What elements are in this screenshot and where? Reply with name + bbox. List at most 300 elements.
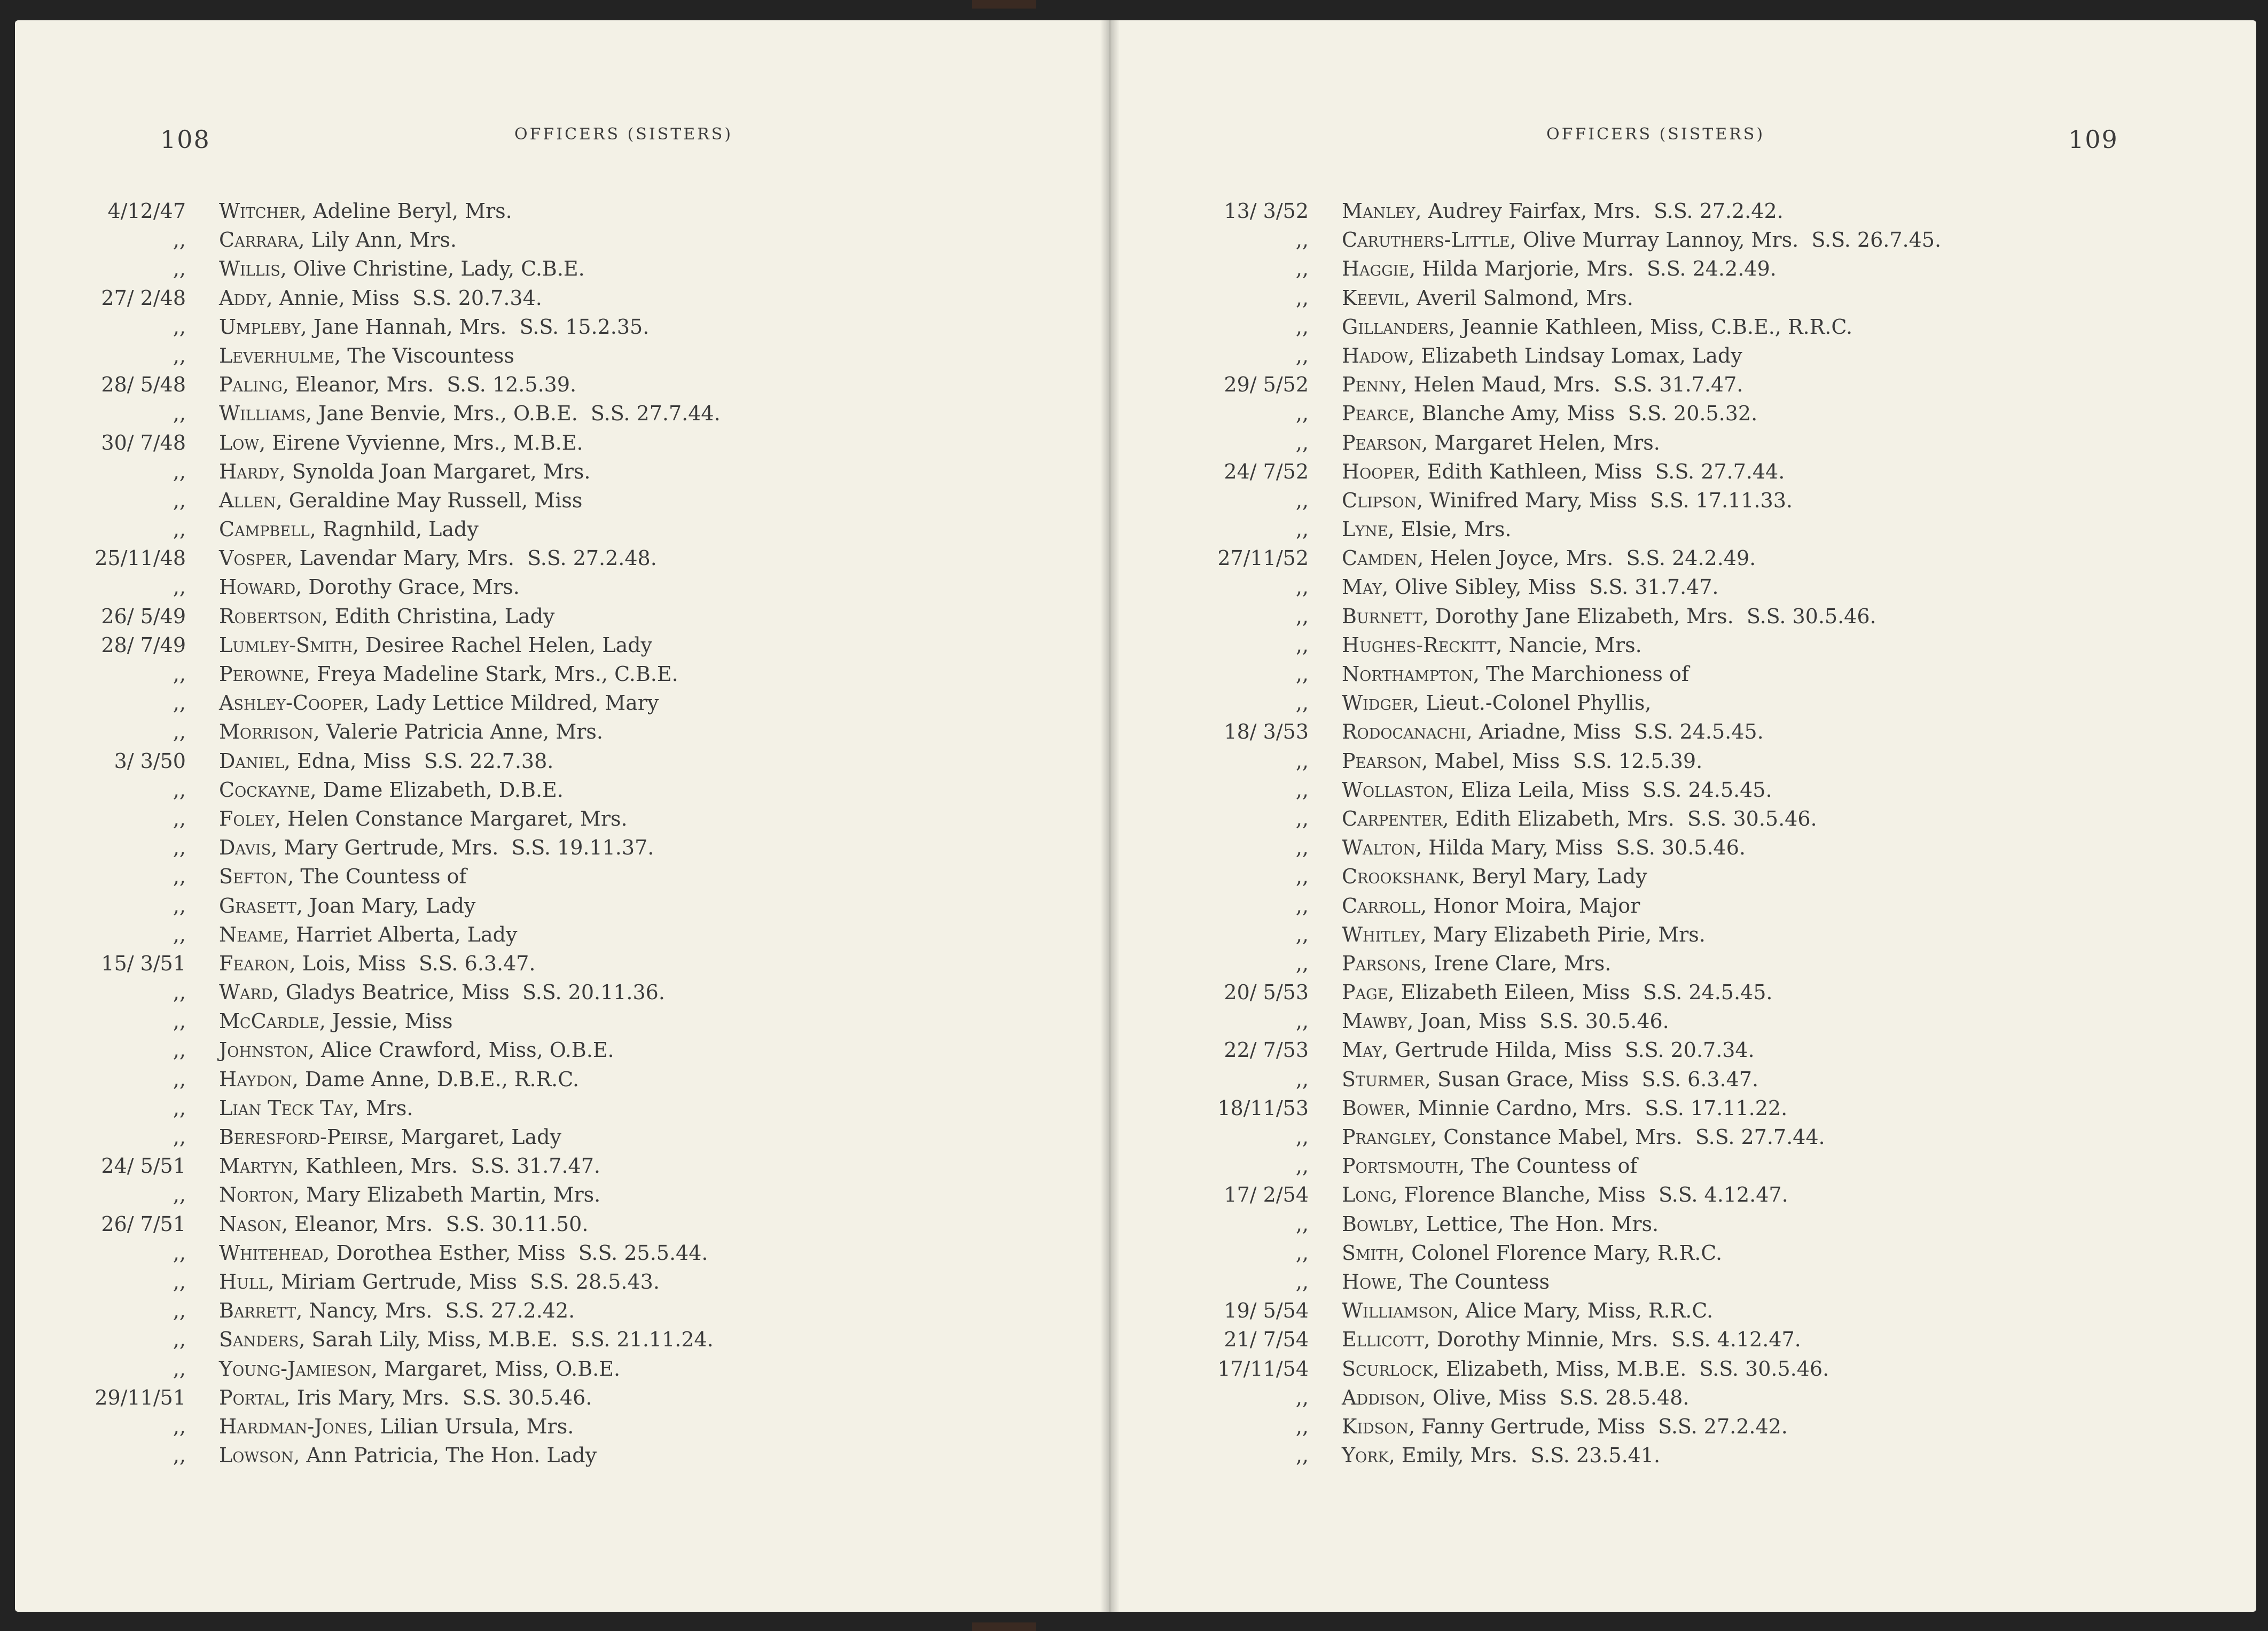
entry-date: ,, [173,691,186,715]
entry-details: Helen Constance Margaret, Mrs. [281,806,628,830]
entry-details: Averil Salmond, Mrs. [1410,286,1633,310]
entry-surname: Umpleby, [219,315,307,339]
entry-date: 18/ 3/53 [1224,720,1309,744]
entry-name [219,1210,588,1238]
entry-surname: Foley, [219,806,281,830]
entry-name [219,1238,708,1267]
book-gutter [1100,20,1120,1612]
entry-details: The Countess of [1465,1154,1638,1178]
entry-name [219,804,628,833]
entry-date: ,, [1295,257,1309,281]
entry-details: Ragnhild, Lady [316,517,479,542]
entry-name [219,1354,620,1383]
page-number: 108 [160,125,210,154]
entry-name [1342,254,1777,283]
entry-details: Margaret, Miss, O.B.E. [378,1356,621,1381]
entry-surname: Hughes-Reckitt, [1342,633,1503,657]
entry-details: Winifred Mary, Miss S.S. 17.11.33. [1423,488,1793,512]
entry-details: Constance Mabel, Mrs. S.S. 27.7.44. [1437,1125,1825,1149]
entry-date: 19/ 5/54 [1224,1299,1309,1323]
entry-surname: Wollaston, [1342,778,1454,802]
entry-details: Joan, Miss S.S. 30.5.46. [1413,1009,1669,1033]
entry-name [1342,804,1817,833]
entry-date: ,, [1295,633,1309,657]
entry-surname: Widger, [1342,691,1420,715]
entry-details: Olive Murray Lannoy, Mrs. S.S. 26.7.45. [1516,228,1942,252]
entry-details: Lady Lettice Mildred, Mary [369,691,659,715]
entry-date: 30/ 7/48 [101,430,186,454]
entry-date: ,, [173,1328,186,1352]
entry-date: ,, [1295,893,1309,918]
entry-surname: Kidson, [1342,1414,1415,1438]
entry-surname: Willis, [219,257,287,281]
entry-surname: Paling, [219,373,289,397]
entry-name [1342,747,1702,775]
entry-surname: Caruthers-Little, [1342,228,1516,252]
entry-date: ,, [173,402,186,426]
entry-date: ,, [1295,778,1309,802]
entry-details: Eirene Vyvienne, Mrs., M.B.E. [265,430,583,454]
entry-surname: Perowne, [219,662,310,686]
entry-name [219,891,475,920]
entry-name [1342,341,1742,370]
entry-details: Lilian Ursula, Mrs. [373,1414,574,1438]
entry-name [1342,1325,1801,1354]
entry-surname: Howe, [1342,1269,1403,1293]
entry-name [1342,544,1756,573]
entry-details: Miriam Gertrude, Miss S.S. 28.5.43. [274,1269,660,1293]
entry-name [219,1180,600,1209]
entry-surname: Crookshank, [1342,865,1466,889]
entry-date: ,, [173,662,186,686]
entry-date: ,, [173,343,186,367]
entry-name [1342,1065,1758,1094]
entry-date: ,, [173,488,186,512]
entry-details: Lily Ann, Mrs. [304,228,457,252]
entry-date: ,, [173,1067,186,1091]
entry-name [1342,1267,1550,1296]
entry-surname: Scurlock, [1342,1356,1440,1381]
entry-details: Lois, Miss S.S. 6.3.47. [295,951,536,975]
entry-name [219,1007,453,1036]
entry-surname: Hadow, [1342,343,1415,367]
entry-surname: Hardman-Jones, [219,1414,374,1438]
entry-surname: Carpenter, [1342,806,1449,830]
entry-surname: Lowson, [219,1444,300,1468]
entry-name [219,254,585,283]
entry-details: Hilda Marjorie, Mrs. S.S. 24.2.49. [1415,257,1777,281]
entry-details: Dame Anne, D.B.E., R.R.C. [298,1067,580,1091]
entry-details: Florence Blanche, Miss S.S. 4.12.47. [1397,1183,1788,1207]
entry-details: Audrey Fairfax, Mrs. S.S. 27.2.42. [1421,199,1784,223]
entry-date: ,, [173,1299,186,1323]
entry-details: Jessie, Miss [325,1009,453,1033]
entry-date: ,, [173,806,186,830]
entry-surname: Daniel, [219,749,291,773]
entry-name [1342,515,1511,544]
entry-details: Blanche Amy, Miss S.S. 20.5.32. [1415,402,1758,426]
entry-name [1342,1412,1788,1441]
entry-details: Edith Kathleen, Miss S.S. 27.7.44. [1420,459,1785,483]
entry-name [219,1036,614,1064]
entry-surname: Leverhulme, [219,343,341,367]
entry-name [219,457,590,486]
entry-surname: Addison, [1342,1385,1426,1409]
entry-date: ,, [173,981,186,1005]
entry-name [1342,1123,1825,1151]
entry-surname: Hardy, [219,459,286,483]
entry-date: ,, [1295,1385,1309,1409]
entry-details: Gladys Beatrice, Miss S.S. 20.11.36. [279,981,665,1005]
entry-name [1342,370,1743,399]
entry-name [219,312,649,341]
entry-surname: Whitley, [1342,922,1427,946]
entry-name [1342,1180,1788,1209]
entry-details: Jane Hannah, Mrs. S.S. 15.2.35. [307,315,650,339]
entry-details: Honor Moira, Major [1427,893,1640,918]
entry-name [219,1296,575,1325]
entry-date: ,, [1295,951,1309,975]
entry-details: Hilda Mary, Miss S.S. 30.5.46. [1422,836,1746,860]
entry-name [219,544,657,573]
entry-details: Elizabeth Eileen, Miss S.S. 24.5.45. [1394,981,1773,1005]
entry-name [219,862,466,891]
entry-details: Lettice, The Hon. Mrs. [1419,1212,1659,1236]
entry-date: ,, [1295,1414,1309,1438]
entry-date: 22/ 7/53 [1224,1038,1309,1062]
entry-date: 15/ 3/51 [101,951,186,975]
entry-name [219,717,603,746]
entry-surname: Lumley-Smith, [219,633,359,657]
entry-surname: Williamson, [1342,1299,1459,1323]
entry-name [219,660,678,688]
entry-surname: Bower, [1342,1096,1411,1120]
entry-name [1342,1441,1660,1470]
book-spine-top [972,0,1036,9]
entry-name [219,341,514,370]
entry-surname: Rodocanachi, [1342,720,1473,744]
entry-surname: Beresford-Peirse, [219,1125,395,1149]
entry-date: ,, [1295,488,1309,512]
entry-name [219,225,457,254]
entry-name [1342,891,1640,920]
entry-details: Susan Grace, Miss S.S. 6.3.47. [1430,1067,1759,1091]
entry-name [219,399,721,428]
entry-name [1342,1238,1722,1267]
entry-date: ,, [173,1183,186,1207]
entry-date: ,, [173,228,186,252]
entry-surname: Manley, [1342,199,1422,223]
entry-surname: Prangley, [1342,1125,1437,1149]
entry-date: ,, [1295,662,1309,686]
entry-name [219,1267,660,1296]
entry-details: Elsie, Mrs. [1394,517,1512,542]
entry-name [1342,1383,1689,1412]
entry-name [1342,949,1611,978]
entry-details: Elizabeth, Miss, M.B.E. S.S. 30.5.46. [1439,1356,1829,1381]
entry-date: ,, [173,315,186,339]
entry-date: ,, [173,1269,186,1293]
entry-surname: Morrison, [219,720,320,744]
entry-date: ,, [1295,228,1309,252]
entry-date: ,, [173,893,186,918]
entry-details: Nancy, Mrs. S.S. 27.2.42. [302,1299,575,1323]
entry-surname: Witcher, [219,199,307,223]
entry-details: The Marchioness of [1479,662,1689,686]
entry-name [1342,1354,1829,1383]
entry-surname: Smith, [1342,1241,1405,1265]
entry-surname: Young-Jamieson, [219,1356,378,1381]
entry-details: Minnie Cardno, Mrs. S.S. 17.11.22. [1411,1096,1788,1120]
entry-details: Beryl Mary, Lady [1465,865,1647,889]
book-spine-bottom [972,1622,1036,1631]
entry-surname: Hooper, [1342,459,1421,483]
entry-surname: Walton, [1342,836,1422,860]
entry-details: Olive, Miss S.S. 28.5.48. [1426,1385,1690,1409]
entry-name [1342,1007,1669,1036]
entry-date: 28/ 5/48 [101,373,186,397]
entry-surname: Neame, [219,922,290,946]
entry-date: ,, [173,1241,186,1265]
entry-name [219,1325,714,1354]
entry-surname: Northampton, [1342,662,1480,686]
entry-date: ,, [1295,315,1309,339]
entry-details: Gertrude Hilda, Miss S.S. 20.7.34. [1388,1038,1755,1062]
entry-details: Dorothy Minnie, Mrs. S.S. 4.12.47. [1430,1328,1801,1352]
entry-date: ,, [173,778,186,802]
entry-surname: Carrara, [219,228,305,252]
entry-details: Eliza Leila, Miss S.S. 24.5.45. [1454,778,1772,802]
entry-details: Joan Mary, Lady [303,893,476,918]
entry-name [1342,1094,1787,1123]
entry-name [219,370,576,399]
entry-details: Jeannie Kathleen, Miss, C.B.E., R.R.C. [1455,315,1853,339]
entry-surname: Martyn, [219,1154,299,1178]
entry-name [219,1094,413,1123]
entry-date: ,, [1295,1212,1309,1236]
entry-name [1342,573,1718,601]
entry-details: Iris Mary, Mrs. S.S. 30.5.46. [290,1385,592,1409]
entry-date: 17/ 2/54 [1224,1183,1309,1207]
entry-name [1342,775,1772,804]
entry-name [219,978,665,1007]
entry-name [1342,602,1876,631]
entry-surname: Long, [1342,1183,1398,1207]
entry-details: Dorothea Esther, Miss S.S. 25.5.44. [330,1241,708,1265]
entry-date: 27/11/52 [1217,546,1309,570]
entry-surname: Lian Teck Tay, [219,1096,359,1120]
entry-surname: Gillanders, [1342,315,1456,339]
entry-details: Alice Crawford, Miss, O.B.E. [314,1038,614,1062]
entry-details: Valerie Patricia Anne, Mrs. [319,720,603,744]
entry-surname: Cockayne, [219,778,317,802]
entry-name [1342,312,1852,341]
entry-surname: McCardle, [219,1009,326,1033]
entry-date: ,, [1295,836,1309,860]
entry-surname: May, [1342,1038,1389,1062]
entry-surname: Allen, [219,488,283,512]
entry-details: Freya Madeline Stark, Mrs., C.B.E. [310,662,678,686]
entry-surname: Ward, [219,981,279,1005]
entry-details: Jane Benvie, Mrs., O.B.E. S.S. 27.7.44. [311,402,721,426]
entry-surname: Pearson, [1342,430,1428,454]
entry-surname: Keevil, [1342,286,1410,310]
entry-date: ,, [1295,604,1309,628]
entry-details: Sarah Lily, Miss, M.B.E. S.S. 21.11.24. [305,1328,714,1352]
entry-name [1342,833,1746,862]
entry-date: ,, [1295,575,1309,599]
entry-name [219,1123,561,1151]
entry-name [219,602,554,631]
entry-name [219,1383,592,1412]
entry-surname: Addy, [219,286,273,310]
entry-surname: Vosper, [219,546,293,570]
entry-date: ,, [173,1414,186,1438]
entry-date: 28/ 7/49 [101,633,186,657]
left-page [15,20,1113,1612]
entry-details: Margaret, Lady [394,1125,561,1149]
entry-details: Lavendar Mary, Mrs. S.S. 27.2.48. [293,546,657,570]
entry-surname: Johnston, [219,1038,315,1062]
entry-date: ,, [173,720,186,744]
entry-date: ,, [173,836,186,860]
entry-name [219,920,517,949]
entry-details: The Countess [1403,1269,1550,1293]
entry-name [1342,631,1642,660]
entry-surname: Portal, [219,1385,291,1409]
entry-surname: Page, [1342,981,1395,1005]
entry-name [219,515,479,544]
entry-date: 27/ 2/48 [101,286,186,310]
entry-surname: Campbell, [219,517,316,542]
entry-surname: Haggie, [1342,257,1416,281]
entry-details: Nancie, Mrs. [1502,633,1642,657]
entry-name [1342,457,1785,486]
entry-surname: Low, [219,430,266,454]
entry-name [219,284,542,312]
entry-name [219,1441,597,1470]
entry-details: Helen Joyce, Mrs. S.S. 24.2.49. [1424,546,1756,570]
entry-surname: Sanders, [219,1328,306,1352]
entry-details: Ariadne, Miss S.S. 24.5.45. [1472,720,1764,744]
entry-surname: Pearson, [1342,749,1428,773]
entry-date: ,, [173,1356,186,1381]
entry-name [1342,978,1772,1007]
entry-details: Dame Elizabeth, D.B.E. [316,778,564,802]
entry-surname: Parsons, [1342,951,1428,975]
entry-surname: Hull, [219,1269,275,1293]
entry-date: ,, [1295,749,1309,773]
entry-date: ,, [1295,1067,1309,1091]
entry-name [219,775,564,804]
entry-name [1342,197,1784,225]
entry-date: ,, [1295,402,1309,426]
entry-details: The Viscountess [341,343,514,367]
entry-date: ,, [173,1125,186,1149]
entry-name [219,949,536,978]
entry-surname: May, [1342,575,1389,599]
entry-details: Annie, Miss S.S. 20.7.34. [272,286,542,310]
entry-date: ,, [1295,1269,1309,1293]
entry-date: ,, [1295,1125,1309,1149]
entry-date: ,, [1295,691,1309,715]
entry-details: Dorothy Grace, Mrs. [302,575,520,599]
entry-details: Fanny Gertrude, Miss S.S. 27.2.42. [1415,1414,1788,1438]
entry-details: Edith Elizabeth, Mrs. S.S. 30.5.46. [1449,806,1817,830]
entry-details: Desiree Rachel Helen, Lady [358,633,653,657]
entry-surname: Sturmer, [1342,1067,1431,1091]
entry-details: Olive Christine, Lady, C.B.E. [286,257,585,281]
entry-surname: York, [1342,1444,1395,1468]
entry-surname: Sefton, [219,865,294,889]
entry-surname: Camden, [1342,546,1424,570]
entry-surname: Robertson, [219,604,329,628]
entry-details: Elizabeth Lindsay Lomax, Lady [1414,343,1742,367]
entry-surname: Davis, [219,836,278,860]
entry-date: 4/12/47 [107,199,186,223]
entry-date: 13/ 3/52 [1224,199,1309,223]
entry-details: Dorothy Jane Elizabeth, Mrs. S.S. 30.5.46. [1428,604,1876,628]
entry-name [1342,1210,1659,1238]
entry-name [219,688,659,717]
entry-surname: Barrett, [219,1299,303,1323]
entry-date: ,, [1295,806,1309,830]
entry-surname: Ashley-Cooper, [219,691,370,715]
entry-details: Edith Christina, Lady [328,604,555,628]
entry-date: 29/11/51 [95,1385,186,1409]
entry-surname: Williams, [219,402,312,426]
entry-date: ,, [173,922,186,946]
entry-details: Adeline Beryl, Mrs. [307,199,512,223]
entry-surname: Fearon, [219,951,296,975]
entry-date: ,, [173,459,186,483]
entry-name [1342,1296,1713,1325]
entry-date: ,, [1295,343,1309,367]
entry-date: ,, [1295,922,1309,946]
entry-date: 24/ 7/52 [1224,459,1309,483]
entry-details: Margaret Helen, Mrs. [1428,430,1660,454]
entry-surname: Ellicott, [1342,1328,1430,1352]
entry-date: ,, [173,1096,186,1120]
entry-date: ,, [173,1009,186,1033]
entry-details: Irene Clare, Mrs. [1427,951,1612,975]
entry-date: ,, [1295,1009,1309,1033]
entry-details: Mabel, Miss S.S. 12.5.39. [1428,749,1703,773]
entry-surname: Bowlby, [1342,1212,1420,1236]
entry-surname: Norton, [219,1183,300,1207]
entry-surname: Carroll, [1342,893,1427,918]
entry-date: ,, [1295,517,1309,542]
running-head: OFFICERS (SISTERS) [514,125,733,144]
entry-date: ,, [173,1444,186,1468]
entry-date: 26/ 7/51 [101,1212,186,1236]
entry-surname: Burnett, [1342,604,1429,628]
entry-date: ,, [173,257,186,281]
entry-name [1342,717,1764,746]
entry-details: Geraldine May Russell, Miss [282,488,583,512]
entry-date: 24/ 5/51 [101,1154,186,1178]
entry-name [219,573,520,601]
entry-name [219,428,583,457]
entry-surname: Penny, [1342,373,1407,397]
entry-date: ,, [173,1038,186,1062]
entry-details: Mary Gertrude, Mrs. S.S. 19.11.37. [277,836,654,860]
entry-name [1342,862,1647,891]
entry-details: Mary Elizabeth Pirie, Mrs. [1426,922,1706,946]
entry-details: Colonel Florence Mary, R.R.C. [1404,1241,1723,1265]
entry-details: Mary Elizabeth Martin, Mrs. [300,1183,601,1207]
entry-name [1342,1036,1755,1064]
